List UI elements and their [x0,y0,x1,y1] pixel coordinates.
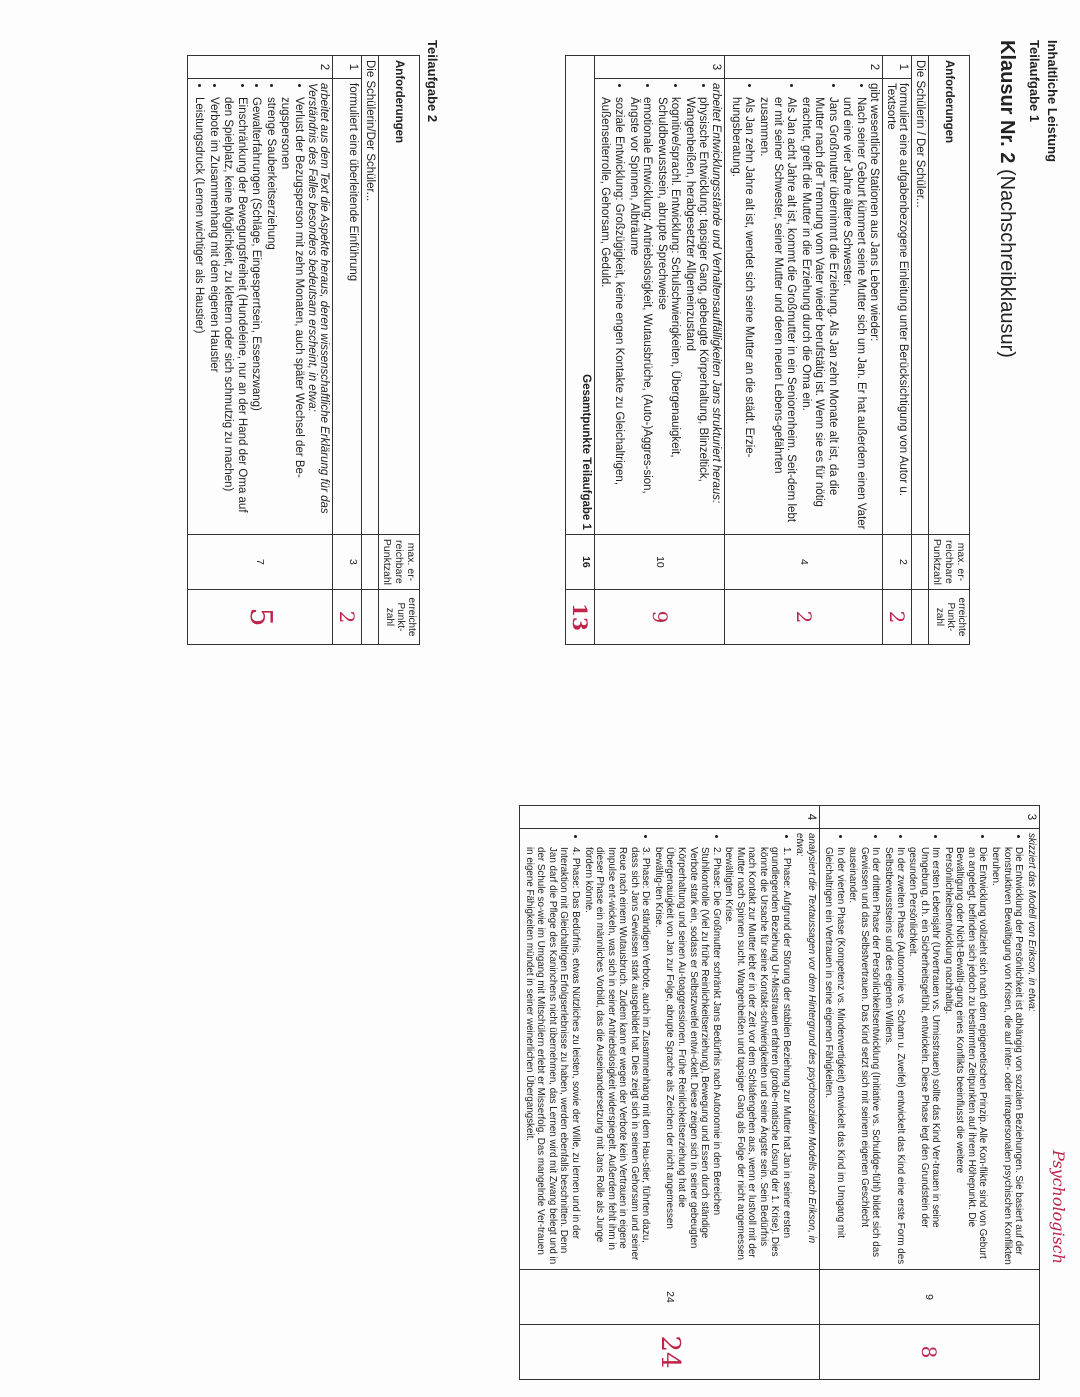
table-row: 2 arbeitet aus dem Text die Aspekte heraus, deren wissenschaftliche Erklärung für das Verständnis des Falles besonders bedeutsam erscheint, in etwa: • Verlust der Bezugsperson mit zehn Monaten, auch später Wechsel der Be-zugspersonen • strenge Sauberkeitserziehung • Gewalterfahrungen (Schläge, Eingesperrtsein, Essenszwang) • Einschränkung der Bewegungsfreiheit (Hundeleine, nur an der Hand der Oma auf den Spielplatz, keine Möglichkeit, zu klettern oder sich schmutzig zu machen) • Verbote im Zusammenhang mit dem eigenen Haustier • Leistungsdruck (Lernen wichtiger als Haustier) 7 5 [188,56,333,645]
total-row: Gesamtpunkte Teilaufgabe 1 16 13 [565,56,594,645]
table-row: 4 analysiert die Textaussagen vor dem Hintergrund des psychosozialen Modells nach Erikson, in etwa: • 1. Phase: Aufgrund der Störung der stabilen Beziehung zur Mutter hat Jan in seiner ersten grundlegenden Beziehung Ur-Misstrauen erfahren (proble-matische Lösung der 1. Krise). Dies könnte die Ursache für seine Kontakt-schwierigkeiten und seine Ängste sein. Sein Bedürfnis nach Kontakt zur Mutter lebt er in der Zeit vor dem Schlafengehen aus, wenn er lustvoll mit der Mutter nach Spinnen sucht. Wangenbeißen und tapsiger Gang als Folge der nicht angemessen bewältigten Krise. • 2. Phase: Die Großmutter schränkt Jans Bedürfnis nach Autonomie in den Bereichen Stuhlkontrolle (Viel zu frühe Reinlichkeitserziehung), Bewegung und Essen durch ständige Verbote stark ein, sodass er Selbstzweifel entwi-ckelt. Diese zeigen sich in seiner gebeugten Körperhaltung und seinen Au-toaggressionen. Frühe Reinlichkeitserziehung hat die Übergenauigkeit von Jan zur Folge, abrupte Sprache als Zeichen der nicht angemessen bewältig-ten Krise. • 3. Phase: Die ständigen Verbote, auch im Zusammenhang mit dem Hau-stier, führten dazu, dass sich Jans Gewissen stark ausgebildet hat. Dies zeigt sich in seinem Gehorsam und seiner Reue nach einem Wutausbruch. Zudem kann er wegen der Verbote kein Vertrauen in eigene Impulse ent-wickeln, was sich in seiner Antriebslosigkeit widerspiegelt. Außerdem fehlt ihm in dieser Phase ein männliches Vorbild, das die Auseinandersetzung mit Jans Rolle als Junge fördern könnte. • 4. Phase: Das Bedürfnis, etwas Nützliches zu leisten, sowie der Wille, zu lernen und in der Interaktion mit Gleichaltrigen Erfolgserlebnisse zu haben, werden ebenfalls beschnitten. Denn Jan darf die Pflege des Kaninchens nicht übernehmen, das Lernen wird mit Zwang belegt und in der Schule so-wie im Umgang mit Mitschülern erlebt er Misserfolg. Das mangelnde Ver-trauen in eigene Fähigkeiten mündet in seiner weinerlichen Übergangskeit. 24 24 [520,806,819,1380]
handwritten-annotation: Psychologisch [1049,1150,1068,1265]
rubric-table-continued [519,805,1040,1380]
table-row: 3 skizziert das Modell von Erikson, in etwa: • Die Entwicklung der Persönlichkeit ist abhängig von sozialen Beziehungen. Sie basiert auf der konstruktiven Bewältigung von Krisen, die auf inter- oder intrapersonalen psychischen Konflikten beruhen. • Die Entwicklung vollzieht sich nach dem epigenetischen Prinzip. Alle Kon-flikte sind von Geburt an angelegt, befinden sich jedoch zu bestimmten Zeitpunkten auf ihrem Höhepunkt. Die Bewältigung oder Nicht-Bewälti-gung eines Konflikts beeinflusst die weitere Persönlichkeitsentwicklung nachhaltig. • Im ersten Lebensjahr (Urvertrauen vs. Urmisstrauen) sollte das Kind Ver-trauen in seine Umgebung, d.h. ein Sicherheitsgefühl, entwickeln. Diese Phase legt den Grundstein der gesunden Persönlichkeit. • In der zweiten Phase (Autonomie vs. Scham u. Zweifel) entwickelt das Kind eine erste Form des Selbstbewusstseins und des eigenen Willens. • In der dritten Phase der Persönlichkeitsentwicklung (Initiative vs. Schuldge-fühl) bildet sich das Gewissen und das Selbstvertrauen. Das Kind setzt sich mit seinem eigenen Geschlecht auseinander. • In der vierten Phase (Kompetenz vs. Minderwertigkeit) entwickelt das Kind im Umgang mit Gleichaltrigen ein Vertrauen in seine eigenen Fähigkeiten. 9 8 [819,806,1039,1380]
section-heading: Inhaltliche Leistung [1045,40,1060,163]
page-title: Klausur Nr. 2 (Nachschreibklausur) [996,40,1018,358]
part1-label: Teilaufgabe 1 [1027,40,1042,123]
rubric-table-part1 [565,55,970,645]
table-row: 1 formuliert eine aufgabenbezogene Einleitung unter Berücksichtigung von Autor u. Textsorte 2 2 [883,56,912,645]
col-max-points: max. er-reichbare Punktzahl [929,534,970,589]
table-row: 2 gibt wesentliche Stationen aus Jans Leben wieder: • Nach seiner Geburt kümmert seine Mutter sich um Jan. Er hat außerdem einen Vater und eine vier Jahre ältere Schwester. • Jans Großmutter übernimmt die Erziehung. Als Jan zehn Monate alt ist, da die Mutter nach der Trennung vom Vater wieder berufstätig ist. Wenn sie es für nötig erachtet, greift die Mutter in die Erziehung durch die Oma ein. • Als Jan acht Jahre alt ist, kommt die Großmutter in ein Seniorenheim. Seit-dem lebt er mit seiner Schwester, seiner Mutter und deren neuen Lebens-gefährten zusammen. • Als Jan zehn Jahre alt ist, wendet sich seine Mutter an die städt. Erzie-hungsberatung. 4 2 [725,56,883,645]
table-row: 1 formuliert eine überleitende Einführung 3 2 [333,56,362,645]
part2-label: Teilaufgabe 2 [425,40,440,123]
rubric-table-part2: Anforderungen max. er-reichbare Punktzahl erreichte Punkt-zahl Die Schülerin/Der Schüler... 1 formuliert eine überleitende Einführung 3 2 2 arbeitet aus dem Text die Aspekte heraus, deren wissenschaftliche Erklärung für das Verständnis des Falles besonders bedeutsam erscheint, in etwa: • Verlust der Bezugsperson mit zehn Monaten, auch später Wechsel der Be-zugspersonen • strenge Sauberkeitserziehung • Gewalterfahrungen (Schläge, Eingesperrtsein, Essenszwang) • Einschränkung der Bewegungsfreiheit (Hundeleine, nur an der Hand der Oma auf den Spielplatz, keine Möglichkeit, zu klettern oder sich schmutzig zu machen) • Verbote im Zusammenhang mit dem eigenen Haustier • Leistungsdruck (Lernen wichtiger als Haustier) 7 5 [188,55,421,645]
col-achieved-points: erreichte Punkt-zahl [929,590,970,645]
col-requirements: Anforderungen [929,56,970,535]
table-row: 3 arbeitet Entwicklungsstände und Verhaltensauffälligkeiten Jans strukturiert heraus: • physische Entwicklung: tapsiger Gang, gebeugte Körperhaltung, Blinzeltick, Wangenbeißen, herabgesetzter Allgemeinzustand • kognitive/sprachl. Entwicklung: Schulschwierigkeiten, Übergenauigkeit, Schuldbewusstsein, abrupte Sprechweise • emotionale Entwicklung: Antriebslosigkeit, Wutausbrüche, (Auto-)Aggres-sion, Ängste vor Spinnen, Albträume • soziale Entwicklung: Großzügigkeit, keine engen Kontakte zu Gleichaltrigen, Außenseiterrolle, Gehorsam, Geduld. 10 9 [594,56,725,645]
intro-text: Die Schülerin / Der Schüler... [912,56,929,535]
